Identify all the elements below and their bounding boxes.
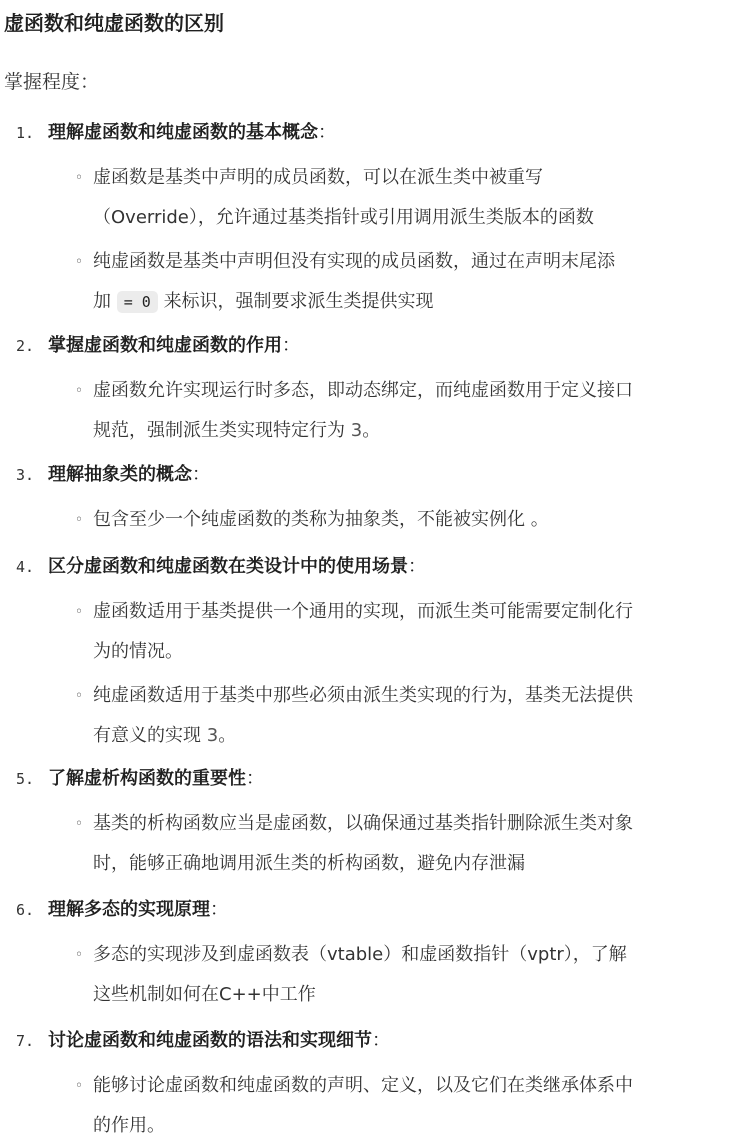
- section-title: [48, 1024, 390, 1058]
- bullet-line: 这些机制如何在C++中工作: [93, 984, 316, 1005]
- section-number: 3.: [16, 466, 35, 484]
- bullet-item: [0, 676, 733, 756]
- section-item: [0, 329, 733, 443]
- bullet-item: [0, 935, 733, 1015]
- section-heading: [0, 550, 733, 584]
- bullet-marker: ◦: [74, 816, 84, 832]
- bullet-text: 有意义的实现: [93, 725, 201, 746]
- mastery-label: 掌握程度：: [4, 71, 100, 93]
- section-number: 5.: [16, 770, 35, 788]
- bullet-text: 。: [362, 420, 381, 441]
- bullet-line: 虚函数适用于基类提供一个通用的实现，而派生类可能需要定制化行: [93, 601, 633, 622]
- bullet-line: [93, 282, 725, 322]
- bullet-list: [0, 804, 733, 884]
- section-item: [0, 1024, 733, 1138]
- section-heading: [0, 329, 733, 363]
- bullet-text: 。: [218, 725, 237, 746]
- section-number: 6.: [16, 901, 35, 919]
- bullet-line: 纯虚函数适用于基类中那些必须由派生类实现的行为，基类无法提供: [93, 685, 633, 706]
- bullet-line: [93, 716, 725, 756]
- bullet-item: [0, 158, 733, 238]
- section-title-text: 掌握虚函数和纯虚函数的作用: [48, 335, 282, 356]
- bullet-text: 规范，强制派生类实现特定行为: [93, 420, 345, 441]
- section-title-text: 理解抽象类的概念: [48, 464, 192, 485]
- bullet-line: 虚函数允许实现运行时多态，即动态绑定，而纯虚函数用于定义接口: [93, 380, 633, 401]
- section-number: 2.: [16, 337, 35, 355]
- section-title: [48, 550, 426, 584]
- section-title: [48, 762, 264, 796]
- bullet-list: [0, 158, 733, 322]
- bullet-list: [0, 371, 733, 451]
- bullet-marker: ◦: [74, 254, 84, 270]
- bullet-list: [0, 935, 733, 1015]
- bullet-marker: ◦: [74, 688, 84, 704]
- section-number: 4.: [16, 558, 35, 576]
- section-heading: [0, 1024, 733, 1058]
- bullet-line: 纯虚函数是基类中声明但没有实现的成员函数，通过在声明末尾添: [93, 251, 615, 272]
- bullet-text: 加: [93, 291, 111, 312]
- section-number: 1.: [16, 124, 35, 142]
- section-title-text: 区分虚函数和纯虚函数在类设计中的使用场景: [48, 556, 408, 577]
- section-title-text: 理解多态的实现原理: [48, 899, 210, 920]
- section-colon: ：: [318, 122, 336, 143]
- bullet-marker: ◦: [74, 1078, 84, 1094]
- bullet-item: [0, 592, 733, 672]
- section-heading: [0, 762, 733, 796]
- inline-code: = 0: [117, 291, 158, 313]
- section-item: [0, 116, 733, 314]
- bullet-marker: ◦: [74, 947, 84, 963]
- section-colon: ：: [192, 464, 210, 485]
- bullet-marker: ◦: [74, 512, 84, 528]
- bullet-item: [0, 371, 733, 451]
- section-heading: [0, 893, 733, 927]
- bullet-marker: ◦: [74, 604, 84, 620]
- bullet-line: 基类的析构函数应当是虚函数，以确保通过基类指针删除派生类对象: [93, 813, 633, 834]
- bullet-list: [0, 500, 733, 540]
- citation-marker[interactable]: 3: [206, 725, 219, 746]
- section-number: 7.: [16, 1032, 35, 1050]
- bullet-line: 多态的实现涉及到虚函数表（vtable）和虚函数指针（vptr），了解: [93, 944, 627, 965]
- section-colon: ：: [372, 1030, 390, 1051]
- bullet-line: 为的情况。: [93, 641, 183, 662]
- citation-marker[interactable]: 3: [350, 420, 363, 441]
- page-title: 虚函数和纯虚函数的区别: [4, 11, 224, 35]
- bullet-list: [0, 1066, 733, 1146]
- bullet-item: [0, 804, 733, 884]
- section-colon: ：: [282, 335, 300, 356]
- bullet-text: 来标识，强制要求派生类提供实现: [163, 291, 434, 312]
- section-item: [0, 458, 733, 532]
- bullet-line: （Override），允许通过基类指针或引用调用派生类版本的函数: [93, 207, 594, 228]
- section-title: [48, 329, 300, 363]
- bullet-line: [93, 411, 725, 451]
- bullet-line: 包含至少一个纯虚函数的类称为抽象类，不能被实例化 。: [93, 509, 549, 530]
- section-item: [0, 893, 733, 1007]
- section-title-text: 了解虚析构函数的重要性: [48, 768, 246, 789]
- bullet-item: [0, 500, 733, 540]
- bullet-list: [0, 592, 733, 756]
- bullet-line: 的作用。: [93, 1115, 165, 1136]
- section-colon: ：: [408, 556, 426, 577]
- section-colon: ：: [246, 768, 264, 789]
- bullet-item: [0, 1066, 733, 1146]
- bullet-marker: ◦: [74, 383, 84, 399]
- section-item: [0, 550, 733, 748]
- section-heading: [0, 458, 733, 492]
- section-heading: [0, 116, 733, 150]
- bullet-marker: ◦: [74, 170, 84, 186]
- bullet-line: 时，能够正确地调用派生类的析构函数，避免内存泄漏: [93, 853, 525, 874]
- bullet-line: 能够讨论虚函数和纯虚函数的声明、定义，以及它们在类继承体系中: [93, 1075, 633, 1096]
- bullet-line: 虚函数是基类中声明的成员函数，可以在派生类中被重写: [93, 167, 543, 188]
- section-title: [48, 116, 336, 150]
- section-title: [48, 458, 210, 492]
- section-title: [48, 893, 228, 927]
- section-title-text: 理解虚函数和纯虚函数的基本概念: [48, 122, 318, 143]
- section-title-text: 讨论虚函数和纯虚函数的语法和实现细节: [48, 1030, 372, 1051]
- section-item: [0, 762, 733, 876]
- section-colon: ：: [210, 899, 228, 920]
- bullet-item: [0, 242, 733, 322]
